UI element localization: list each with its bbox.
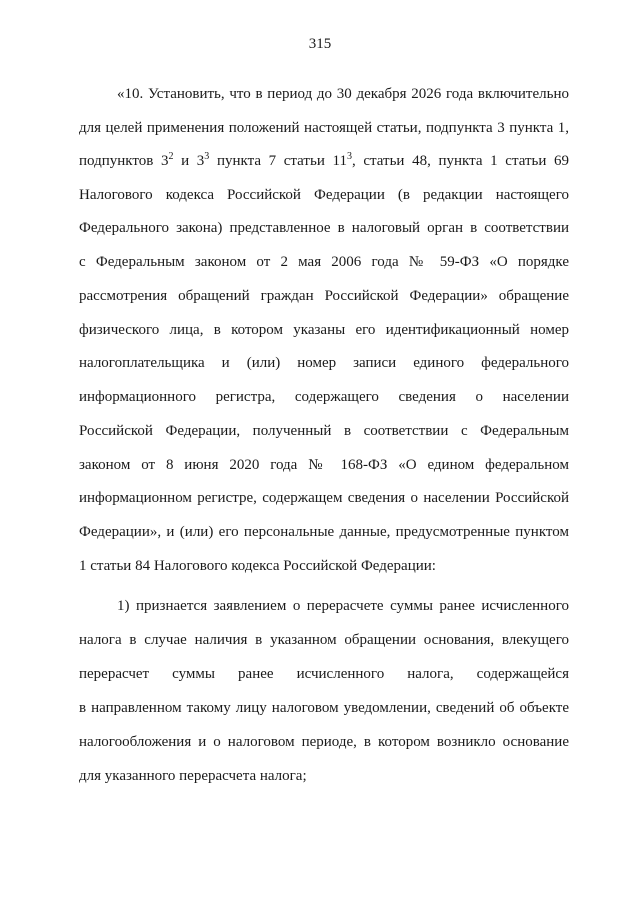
text-line: Федерального закона) представленное в налоговый орган в соответствии <box>79 220 569 236</box>
text-line: Налогового кодекса Российской Федерации (в редакции настоящего <box>79 187 569 203</box>
text-line: для указанного перерасчета налога; <box>79 768 307 784</box>
page-number: 315 <box>308 36 332 52</box>
text-line: «10. Установить, что в период до 30 декабря 2026 года включительно <box>117 86 569 102</box>
text-line: перерасчет суммы ранее исчисленного налога, содержащейся <box>79 666 569 682</box>
text-line: Российской Федерации, полученный в соответствии с Федеральным <box>79 423 569 439</box>
text-line: 1 статьи 84 Налогового кодекса Российской Федерации: <box>79 558 436 574</box>
text-line: для целей применения положений настоящей статьи, подпункта 3 пункта 1, <box>79 120 569 136</box>
text-line: с Федеральным законом от 2 мая 2006 года № 59-ФЗ «О порядке <box>79 254 569 270</box>
text-line: Федерации», и (или) его персональные данные, предусмотренные пунктом <box>79 524 569 540</box>
text-line: в направленном такому лицу налоговом уведомлении, сведений об объекте <box>79 700 569 716</box>
text-line: подпунктов $3^2$ и $3^3$ пункта 7 статьи $11^3$, статьи 48, пункта 1 статьи 69 <box>79 151 570 169</box>
text-line: физического лица, в котором указаны его идентификационный номер <box>79 322 569 338</box>
text-line: налогоплательщика и (или) номер записи единого федерального <box>79 355 569 371</box>
text-line: налогообложения и о налоговом периоде, в котором возникло основание <box>79 734 569 750</box>
superscript: 2 <box>168 151 174 162</box>
text-line: 1) признается заявлением о перерасчете суммы ранее исчисленного <box>117 598 569 614</box>
text-line: рассмотрения обращений граждан Российской Федерации» обращение <box>79 288 569 304</box>
text-line: информационном регистре, содержащем сведения о населении Российской <box>79 490 569 506</box>
text-line: законом от 8 июня 2020 года № 168-ФЗ «О едином федеральном <box>79 457 569 473</box>
superscript: 3 <box>346 151 352 162</box>
text-line: информационного регистра, содержащего сведения о населении <box>79 389 569 405</box>
superscript: 3 <box>204 151 210 162</box>
text-line: налога в случае наличия в указанном обращении основания, влекущего <box>79 632 569 648</box>
